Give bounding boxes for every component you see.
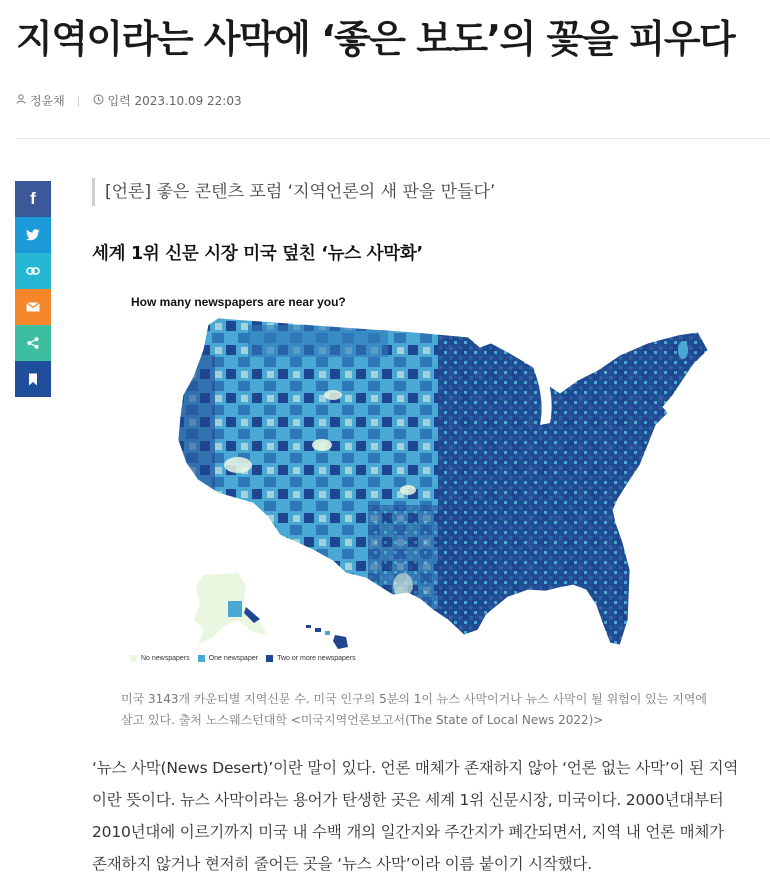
twitter-share-button[interactable]	[15, 217, 51, 253]
person-icon	[16, 94, 26, 107]
map-legend	[130, 655, 364, 662]
share-icon	[27, 337, 39, 349]
share-bar	[15, 181, 51, 397]
legend-label: One newspaper	[208, 655, 259, 662]
legend-swatch	[266, 655, 273, 662]
legend-item-one	[198, 655, 258, 662]
news-desert-map-figure	[108, 285, 728, 675]
copy-link-button[interactable]	[15, 253, 51, 289]
map-title: How many newspapers are near you?	[131, 295, 346, 309]
share-button[interactable]	[15, 325, 51, 361]
article-body-paragraph: ‘뉴스 사막(News Desert)’이란 말이 있다. 언론 매체가 존재하지 않아 ‘언론 없는 사막’이 된 지역이란 뜻이다. 뉴스 사막이라는 용어가 탄생한 곳은 세계 1위 신문시장, 미국이다. 2000년대부터 2010년대에 이르기까지 미국 내 수백 개의 일간지와 주간지가 폐간되면서, 지역 내 언론 매체가 존재하지 않거나 현저히 줄어든 곳을 ‘뉴스 사막’이라 이름 붙이기 시작했다.	[92, 759, 739, 873]
us-county-map	[108, 285, 728, 675]
facebook-icon: f	[30, 189, 36, 208]
legend-label: No newspapers	[141, 655, 190, 662]
twitter-icon	[26, 229, 40, 241]
article-subheading: 세계 1위 신문 시장 미국 덮친 ‘뉴스 사막화’	[92, 244, 423, 264]
legend-item-none	[130, 655, 190, 662]
publish-date: 입력 2023.10.09 22:03	[107, 94, 242, 108]
figure-caption: 미국 3143개 카운티별 지역신문 수. 미국 인구의 5분의 1이 뉴스 사막이거나 뉴스 사막이 될 위험이 있는 지역에 살고 있다. 출처 노스웨스턴대학 <미국지역언론보고서(The State of Local News 2022)>	[121, 692, 707, 727]
legend-item-two-plus	[266, 655, 356, 662]
email-share-button[interactable]	[15, 289, 51, 325]
article-meta	[16, 92, 242, 109]
clock-icon	[93, 94, 104, 108]
link-icon	[26, 266, 40, 276]
hawaii-inset	[306, 625, 348, 649]
series-label: [언론] 좋은 콘텐츠 포럼 ‘지역언론의 새 판을 만들다’	[92, 178, 495, 206]
alaska-inset	[194, 573, 268, 645]
legend-swatch	[198, 655, 205, 662]
mail-icon	[26, 302, 40, 312]
author-name[interactable]: 정윤채	[30, 94, 65, 108]
meta-divider: |	[76, 94, 81, 107]
bookmark-button[interactable]	[15, 361, 51, 397]
article-title: 지역이라는 사막에 ‘좋은 보도’의 꽃을 피우다	[16, 17, 735, 61]
facebook-share-button[interactable]	[15, 181, 51, 217]
legend-swatch	[130, 655, 137, 662]
bookmark-icon	[28, 373, 38, 386]
legend-label: Two or more newspapers	[277, 655, 356, 662]
header-divider	[16, 138, 770, 139]
